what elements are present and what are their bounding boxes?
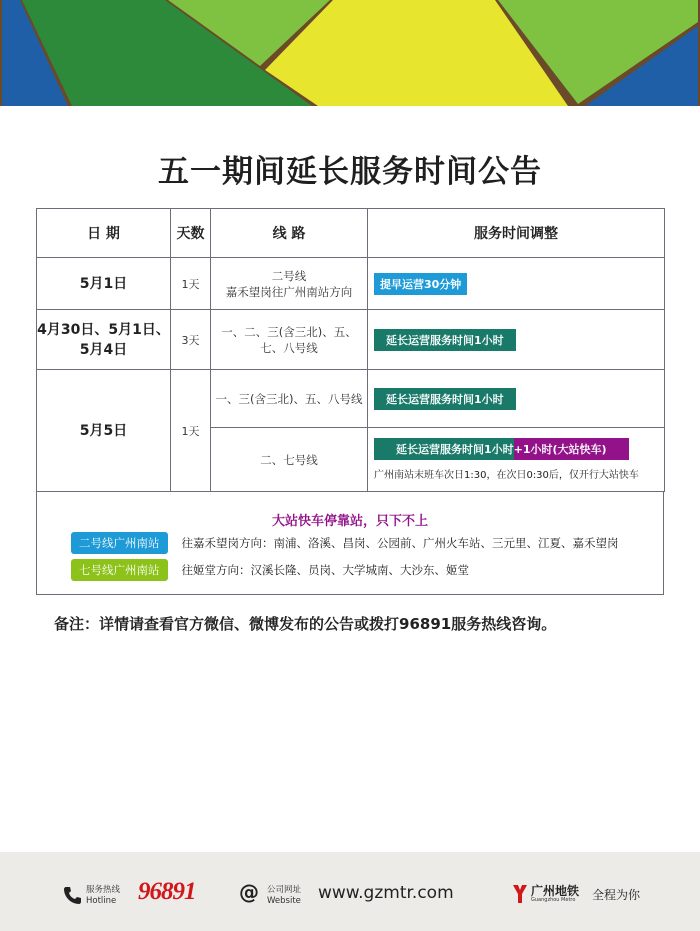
website-label <box>267 885 301 907</box>
date-text: 5月4日 <box>79 341 128 358</box>
hotline-number[interactable]: 96891 <box>138 878 196 905</box>
table-header-row <box>37 209 665 258</box>
page-title: 五一期间延长服务时间公告 <box>158 154 542 190</box>
adjust-tag: 延长运营服务时间1小时 <box>374 329 516 351</box>
date-cell <box>37 310 171 370</box>
days-cell: 3天 <box>171 310 211 370</box>
table-row <box>37 370 665 428</box>
adjust-cell <box>368 310 665 370</box>
line-text: 二号线 <box>271 268 307 283</box>
express-stops-box <box>36 492 664 595</box>
line-text: 嘉禾望岗往广州南站方向 <box>225 284 353 299</box>
line-cell: 一、三(含三北)、五、八号线 <box>211 370 368 428</box>
adjust-cell <box>368 428 665 492</box>
header-line: 线 路 <box>211 209 368 258</box>
date-text: 4月30日、5月1日、 <box>37 321 170 338</box>
line-text: 一、二、三(含三北)、五、 <box>221 324 357 339</box>
days-cell: 1天 <box>171 370 211 492</box>
adjust-tag: 提早运营30分钟 <box>374 273 467 295</box>
slogan: 全程为你 <box>592 888 641 902</box>
hotline-cn: 服务热线 <box>86 885 121 895</box>
header-date: 日 期 <box>37 209 171 258</box>
date-cell: 5月1日 <box>37 258 171 310</box>
line-cell <box>211 258 368 310</box>
adjust-tag: 延长运营服务时间1小时 <box>374 438 514 460</box>
express-stops-text: 往姬堂方向：汉溪长隆、员岗、大学城南、大沙东、姬堂 <box>181 563 469 577</box>
hotline-label <box>86 885 120 907</box>
remark-text: 备注：详情请查看官方微信、微博发布的公告或拨打96891服务热线咨询。 <box>54 615 557 633</box>
website-cn: 公司网址 <box>267 885 302 895</box>
date-cell: 5月5日 <box>37 370 171 492</box>
line-cell: 二、七号线 <box>211 428 368 492</box>
top-banner <box>0 0 700 108</box>
adjust-cell <box>368 258 665 310</box>
express-item <box>71 532 619 554</box>
phone-icon <box>62 885 82 905</box>
header-days: 天数 <box>171 209 211 258</box>
last-train-note: 广州南站末班车次日1:30，在次日0:30后，仅开行大站快车 <box>374 470 639 481</box>
header-adjust: 服务时间调整 <box>368 209 665 258</box>
brand-name-en: Guangzhou Metro <box>531 897 576 903</box>
table-row <box>37 258 665 310</box>
schedule-table <box>36 208 665 492</box>
express-title: 大站快车停靠站，只下不上 <box>271 514 428 529</box>
brand-name: 广州地铁 <box>531 884 580 898</box>
guangzhou-metro-logo-icon <box>512 884 528 904</box>
express-item <box>71 559 469 581</box>
at-icon: @ <box>239 880 259 904</box>
adjust-tag: 延长运营服务时间1小时 <box>374 388 516 410</box>
days-cell: 1天 <box>171 258 211 310</box>
website-en: Website <box>267 896 301 906</box>
line-badge: 二号线广州南站 <box>71 532 168 554</box>
adjust-cell <box>368 370 665 428</box>
express-tag: +1小时(大站快车) <box>514 438 629 460</box>
website-link[interactable]: www.gzmtr.com <box>318 883 454 903</box>
express-stops-text: 往嘉禾望岗方向：南浦、洛溪、昌岗、公园前、广州火车站、三元里、江夏、嘉禾望岗 <box>181 536 619 550</box>
line-badge: 七号线广州南站 <box>71 559 168 581</box>
line-text: 七、八号线 <box>260 340 318 355</box>
line-cell <box>211 310 368 370</box>
table-row <box>37 310 665 370</box>
hotline-en: Hotline <box>86 896 117 906</box>
footer <box>0 852 700 931</box>
